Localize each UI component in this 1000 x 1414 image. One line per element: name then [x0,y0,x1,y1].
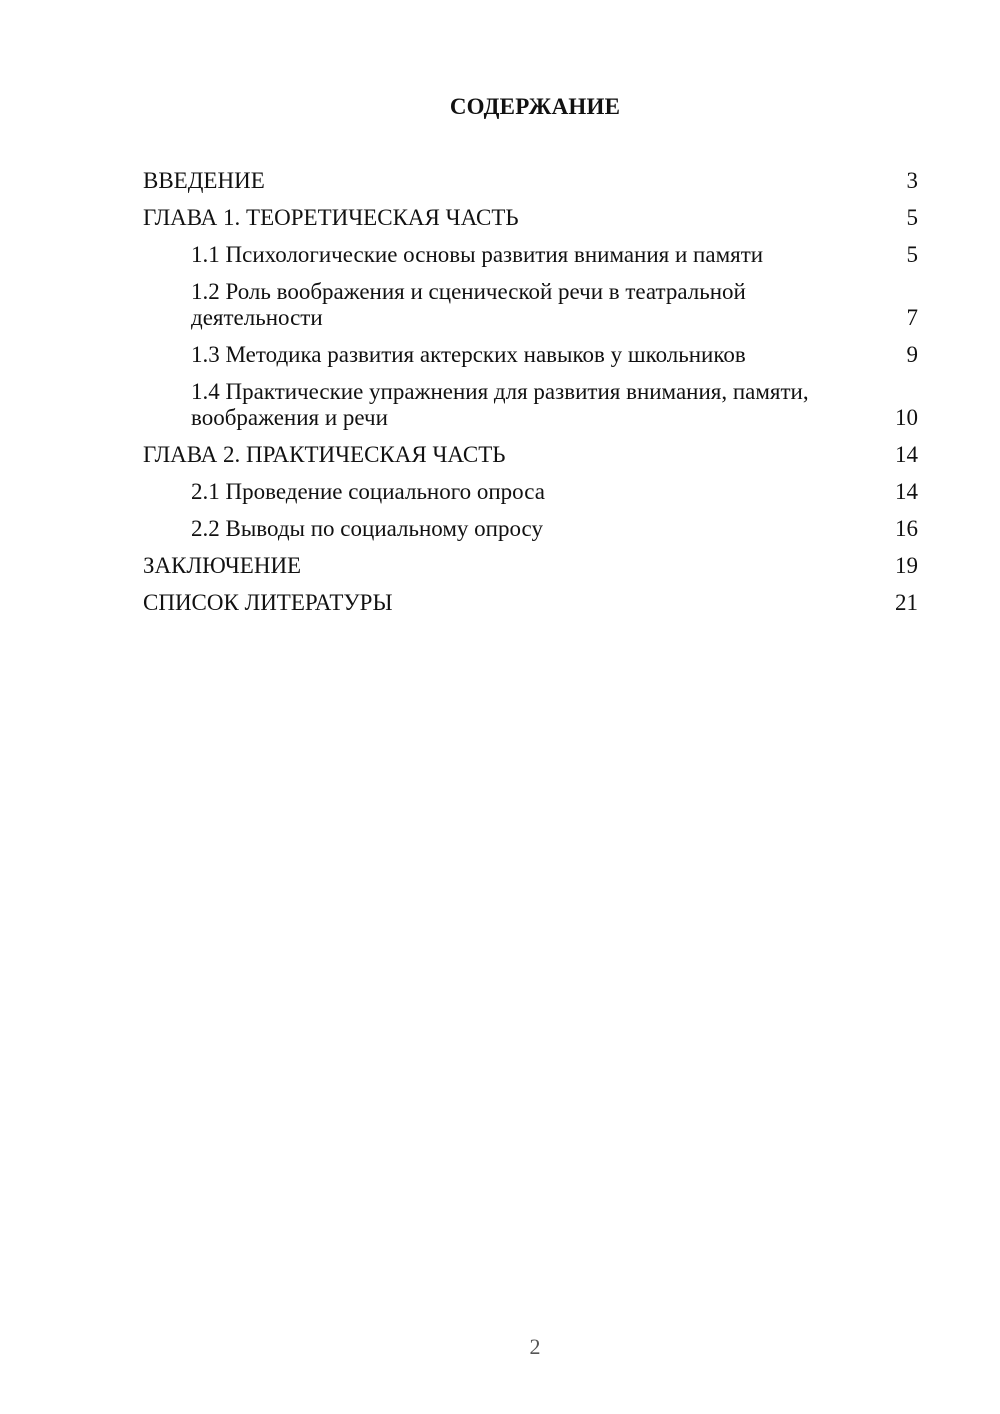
page-number: 2 [529,1334,541,1359]
toc-entry-title: 1.1 Психологические основы развития внимания и памяти [191,242,764,267]
toc-entry-page: 16 [895,516,918,541]
toc-entry-page: 5 [906,205,918,230]
toc-subentry[interactable] [143,516,918,542]
toc-entry-page: 9 [906,342,918,367]
toc-entry[interactable] [143,590,918,616]
toc-entry-title: 1.2 Роль воображения и сценической речи в театральной деятельности [191,279,746,330]
toc-entry[interactable] [143,168,918,194]
toc-entry-title: СПИСОК ЛИТЕРАТУРЫ [143,590,393,615]
toc-entry-page: 14 [895,479,918,504]
toc-entry[interactable] [143,553,918,579]
toc-entry-title: ГЛАВА 1. ТЕОРЕТИЧЕСКАЯ ЧАСТЬ [143,205,519,230]
toc-subentry[interactable] [143,242,918,268]
toc-entry-title: 2.2 Выводы по социальному опросу [191,516,543,541]
toc-entry-page: 3 [906,168,918,193]
toc-entry-title: ВВЕДЕНИЕ [143,168,265,193]
toc-entry-title: 1.3 Методика развития актерских навыков у школьников [191,342,746,367]
toc-entry-page: 7 [906,305,918,330]
toc-entry-title: 1.4 Практические упражнения для развития внимания, памяти, воображения и речи [191,379,809,430]
toc-entry[interactable] [143,442,918,468]
toc-entry-page: 14 [895,442,918,467]
toc-entry-title: ГЛАВА 2. ПРАКТИЧЕСКАЯ ЧАСТЬ [143,442,506,467]
table-of-contents [143,168,918,627]
toc-subentry[interactable] [143,342,918,368]
toc-entry[interactable] [143,205,918,231]
toc-entry-title: ЗАКЛЮЧЕНИЕ [143,553,302,578]
toc-entry-page: 5 [906,242,918,267]
page-title: СОДЕРЖАНИЕ [449,94,621,119]
toc-entry-page: 10 [895,405,918,430]
toc-entry-page: 21 [895,590,918,615]
toc-subentry[interactable] [143,479,918,505]
toc-subentry[interactable] [143,379,918,431]
toc-subentry[interactable] [143,279,918,331]
toc-entry-title: 2.1 Проведение социального опроса [191,479,545,504]
toc-entry-page: 19 [895,553,918,578]
